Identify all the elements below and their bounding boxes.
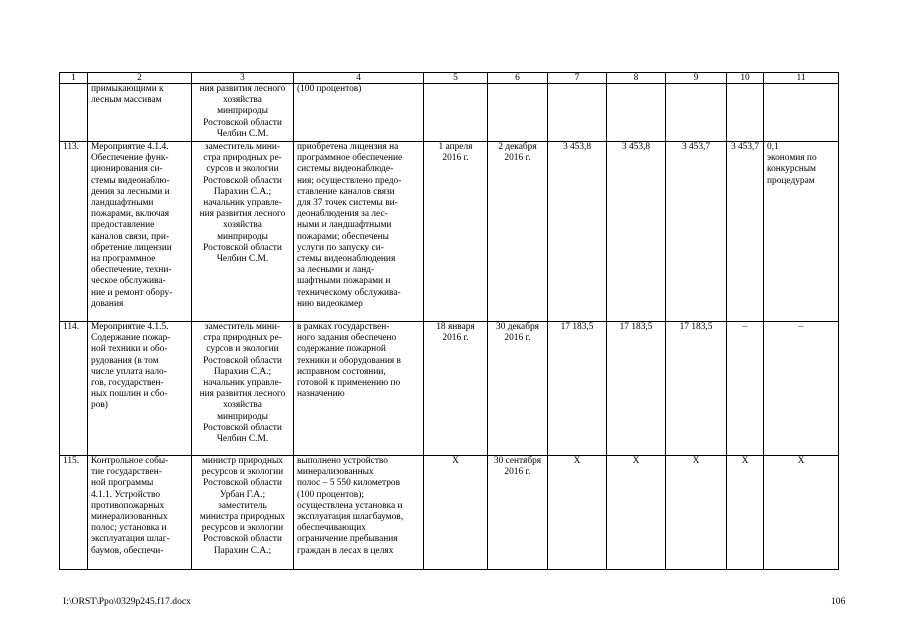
- col-num-1: 1: [60, 73, 88, 84]
- responsible-line: Челбин С.М.: [216, 254, 269, 265]
- responsible-line: ния развития лесного: [199, 389, 286, 400]
- responsible-line: стра природных ре-: [203, 333, 282, 344]
- event-name-line: эксплуатация шлаг-: [91, 534, 170, 545]
- result-cell: [294, 456, 424, 570]
- event-name-line: рудования (в том: [91, 355, 159, 366]
- event-name-line: Мероприятие 4.1.5.: [91, 322, 169, 332]
- col-num-4: 4: [294, 73, 424, 84]
- event-name-line: пожарами, включая: [91, 209, 170, 220]
- responsible-line: ресурсов и экологии: [201, 523, 284, 534]
- col-num-5: 5: [424, 73, 488, 84]
- start-date-line: 2016 г.: [442, 153, 469, 164]
- event-name-line: ной техники и обо-: [91, 344, 168, 355]
- event-name-line: минерализованных: [91, 512, 168, 523]
- responsible-line: заместитель мини-: [204, 322, 281, 332]
- responsible-line: Ростовской области: [203, 175, 282, 186]
- contract-value-cell: [727, 84, 764, 142]
- event-name-line: Мероприятие 4.1.4.: [91, 142, 169, 152]
- contract-value-cell: 3 453,7: [727, 142, 764, 322]
- plan-value-cell: Х: [548, 456, 607, 570]
- event-name-line: ров): [91, 400, 108, 411]
- result-line: содержание пожарной: [297, 344, 386, 355]
- responsible-line: хозяйства: [223, 95, 262, 106]
- col-num-9: 9: [666, 73, 727, 84]
- result-line: в рамках государствен-: [297, 322, 390, 332]
- responsible-line: Челбин С.М.: [216, 128, 269, 139]
- result-line: минерализованных: [297, 467, 374, 478]
- start-date-line: Х: [452, 456, 459, 466]
- result-line: исправном состоянии,: [297, 366, 386, 377]
- event-name-line: ных пошлин и сбо-: [91, 389, 168, 400]
- result-line: техническому обслужива-: [297, 287, 401, 298]
- responsible-cell: [192, 456, 294, 570]
- actual-value-cell: 17 183,5: [666, 322, 727, 456]
- table-row: [60, 142, 839, 322]
- responsible-line: начальник управле-: [203, 198, 282, 209]
- budget-value-cell: 17 183,5: [607, 322, 666, 456]
- responsible-line: ния развития лесного: [199, 209, 286, 220]
- end-date-line: 30 декабря: [496, 322, 539, 332]
- col-num-8: 8: [607, 73, 666, 84]
- plan-value-cell: [548, 84, 607, 142]
- deviation-line: конкурсным: [767, 164, 816, 175]
- deviation-cell: [764, 322, 839, 456]
- table-row: [60, 456, 839, 570]
- result-cell: [294, 84, 424, 142]
- result-cell: [294, 142, 424, 322]
- event-name-line: гов, государствен-: [91, 378, 164, 389]
- start-date-cell: [424, 322, 488, 456]
- responsible-line: ния развития лесного: [199, 84, 286, 94]
- event-name-line: числе уплата нало-: [91, 366, 167, 377]
- responsible-line: Ростовской области: [203, 242, 282, 253]
- report-table: [59, 72, 839, 570]
- end-date-cell: [488, 84, 548, 142]
- event-name-line: Контрольное собы-: [91, 456, 169, 466]
- table-row: [60, 84, 839, 142]
- result-line: ными и ландшафтными: [297, 220, 392, 231]
- end-date-cell: [488, 322, 548, 456]
- actual-value-cell: Х: [666, 456, 727, 570]
- responsible-line: Парахин С.А.;: [213, 366, 272, 377]
- page-number: 106: [831, 596, 846, 607]
- result-line: техники и оборудования в: [297, 355, 401, 366]
- row-number-cell: 113.: [60, 142, 88, 322]
- column-number-row: [60, 73, 839, 84]
- event-name-line: 4.1.1. Устройство: [91, 489, 161, 500]
- event-name-line: дования: [91, 298, 124, 309]
- deviation-line: экономия по: [767, 153, 817, 164]
- deviation-line: процедурам: [767, 175, 815, 186]
- result-line: осуществлена установка и: [297, 500, 403, 511]
- end-date-cell: [488, 456, 548, 570]
- budget-value-cell: [607, 84, 666, 142]
- responsible-line: начальник управле-: [203, 378, 282, 389]
- responsible-line: министр природных: [202, 456, 283, 466]
- responsible-line: Парахин С.А.;: [213, 545, 272, 556]
- event-name-cell: [88, 322, 192, 456]
- end-date-line: 2016 г.: [504, 333, 531, 344]
- event-name-line: обретение лицензии: [91, 242, 172, 253]
- event-name-cell: [88, 84, 192, 142]
- budget-value-cell: 3 453,8: [607, 142, 666, 322]
- start-date-line: 1 апреля: [438, 142, 473, 152]
- event-name-line: ландшафтными: [91, 198, 154, 209]
- responsible-line: минприроды: [217, 231, 268, 242]
- result-line: (100 процентов);: [297, 489, 364, 500]
- responsible-line: заместитель: [218, 500, 267, 511]
- responsible-line: заместитель мини-: [204, 142, 281, 152]
- col-num-3: 3: [192, 73, 294, 84]
- responsible-cell: [192, 142, 294, 322]
- result-line: полос – 5 550 километров: [297, 478, 401, 489]
- row-number-cell: 114.: [60, 322, 88, 456]
- responsible-line: Ростовской области: [203, 422, 282, 433]
- col-num-11: 11: [764, 73, 839, 84]
- event-name-line: ной программы: [91, 478, 154, 489]
- end-date-line: 2 декабря: [498, 142, 537, 152]
- responsible-cell: [192, 322, 294, 456]
- result-line: деонаблюдения за лес-: [297, 209, 388, 220]
- result-line: эксплуатация шлагбаумов,: [297, 512, 404, 523]
- event-name-cell: [88, 142, 192, 322]
- result-line: системы видеонаблюде-: [297, 164, 394, 175]
- contract-value-cell: –: [727, 322, 764, 456]
- event-name-line: каналов связи, при-: [91, 231, 169, 242]
- event-name-line: тие государствен-: [91, 467, 162, 478]
- event-name-line: баумов, обеспечи-: [91, 545, 164, 556]
- result-line: программное обеспечение: [297, 153, 403, 164]
- result-cell: [294, 322, 424, 456]
- result-line: приобретена лицензия на: [297, 142, 399, 152]
- responsible-line: Урбан Г.А.;: [219, 489, 266, 500]
- responsible-line: хозяйства: [223, 220, 262, 231]
- end-date-line: 30 сентября: [493, 456, 542, 466]
- event-name-line: Содержание пожар-: [91, 333, 171, 344]
- event-name-line: Обеспечение функ-: [91, 153, 169, 164]
- table-row: [60, 322, 839, 456]
- event-name-line: ние и ремонт обору-: [91, 287, 173, 298]
- end-date-line: 2016 г.: [504, 467, 531, 478]
- event-name-line: примыкающими к: [91, 84, 164, 94]
- deviation-cell: [764, 84, 839, 142]
- result-line: выполнено устройство: [297, 456, 388, 466]
- row-number-cell: 115.: [60, 456, 88, 570]
- event-name-line: предоставление: [91, 220, 155, 231]
- result-line: для 37 точек системы ви-: [297, 198, 398, 209]
- event-name-cell: [88, 456, 192, 570]
- responsible-line: хозяйства: [223, 400, 262, 411]
- contract-value-cell: Х: [727, 456, 764, 570]
- result-line: готовой к применению по: [297, 378, 401, 389]
- result-line: шафтными пожарами и: [297, 276, 391, 287]
- col-num-10: 10: [727, 73, 764, 84]
- result-line: нию видеокамер: [297, 298, 363, 309]
- result-line: ставление каналов связи: [297, 186, 395, 197]
- deviation-line: Х: [797, 456, 805, 466]
- responsible-line: сурсов и экологии: [206, 164, 279, 175]
- result-line: ния; осуществлено предо-: [297, 175, 402, 186]
- responsible-line: Ростовской области: [203, 117, 282, 128]
- col-num-2: 2: [88, 73, 192, 84]
- result-line: граждан в лесах в целях: [297, 545, 394, 556]
- file-path: I:\ORST\Ppo\0329p245.f17.docx: [63, 596, 191, 607]
- col-num-6: 6: [488, 73, 548, 84]
- responsible-line: минприроды: [217, 411, 268, 422]
- deviation-line: –: [798, 322, 804, 332]
- event-name-line: ческое обслужива-: [91, 276, 166, 287]
- event-name-line: обеспечение, техни-: [91, 265, 172, 276]
- responsible-line: Челбин С.М.: [216, 434, 269, 445]
- actual-value-cell: 3 453,7: [666, 142, 727, 322]
- result-line: пожарами; обеспечены: [297, 231, 389, 242]
- result-line: ного задания обеспечено: [297, 333, 397, 344]
- result-line: (100 процентов): [297, 84, 362, 94]
- responsible-line: Ростовской области: [203, 478, 282, 489]
- result-line: услуги по запуску си-: [297, 242, 384, 253]
- responsible-line: стра природных ре-: [203, 153, 282, 164]
- plan-value-cell: 3 453,8: [548, 142, 607, 322]
- responsible-line: минприроды: [217, 106, 268, 117]
- responsible-cell: [192, 84, 294, 142]
- event-name-line: на программное: [91, 254, 156, 265]
- result-line: обеспечивающих: [297, 523, 366, 534]
- actual-value-cell: [666, 84, 727, 142]
- row-number-cell: [60, 84, 88, 142]
- event-name-line: полос; установка и: [91, 523, 167, 534]
- deviation-line: 0,1: [767, 142, 779, 152]
- responsible-line: ресурсов и экологии: [201, 467, 284, 478]
- event-name-line: дения за лесными и: [91, 186, 170, 197]
- result-line: назначению: [297, 389, 345, 400]
- start-date-cell: [424, 142, 488, 322]
- responsible-line: Ростовской области: [203, 534, 282, 545]
- start-date-cell: [424, 84, 488, 142]
- event-name-line: противопожарных: [91, 500, 165, 511]
- budget-value-cell: Х: [607, 456, 666, 570]
- responsible-line: Парахин С.А.;: [213, 186, 272, 197]
- responsible-line: сурсов и экологии: [206, 344, 279, 355]
- event-name-line: стемы видеонаблю-: [91, 175, 170, 186]
- deviation-cell: [764, 142, 839, 322]
- start-date-line: 18 января: [436, 322, 475, 332]
- end-date-line: 2016 г.: [504, 153, 531, 164]
- result-line: стемы видеонаблюдения: [297, 254, 396, 265]
- end-date-cell: [488, 142, 548, 322]
- start-date-cell: [424, 456, 488, 570]
- responsible-line: министра природных: [199, 512, 286, 523]
- event-name-line: ционирования си-: [91, 164, 163, 175]
- plan-value-cell: 17 183,5: [548, 322, 607, 456]
- result-line: ограничение пребывания: [297, 534, 398, 545]
- responsible-line: Ростовской области: [203, 355, 282, 366]
- event-name-line: лесным массивам: [91, 95, 162, 106]
- deviation-cell: [764, 456, 839, 570]
- result-line: за лесными и ланд-: [297, 265, 375, 276]
- col-num-7: 7: [548, 73, 607, 84]
- table-body: [60, 73, 839, 570]
- start-date-line: 2016 г.: [442, 333, 469, 344]
